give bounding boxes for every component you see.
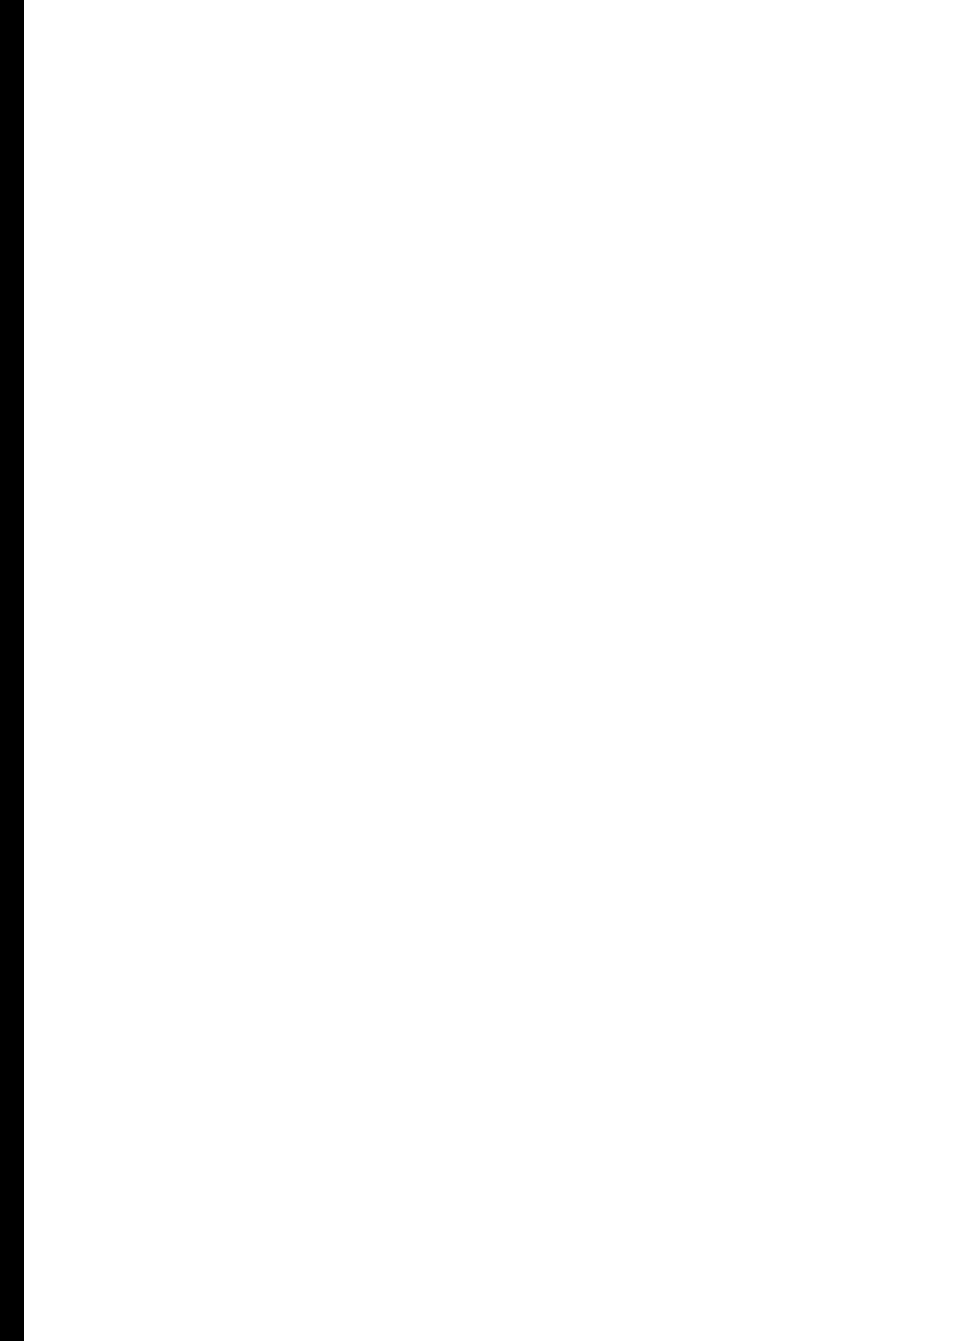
scan-edge <box>0 0 24 1341</box>
